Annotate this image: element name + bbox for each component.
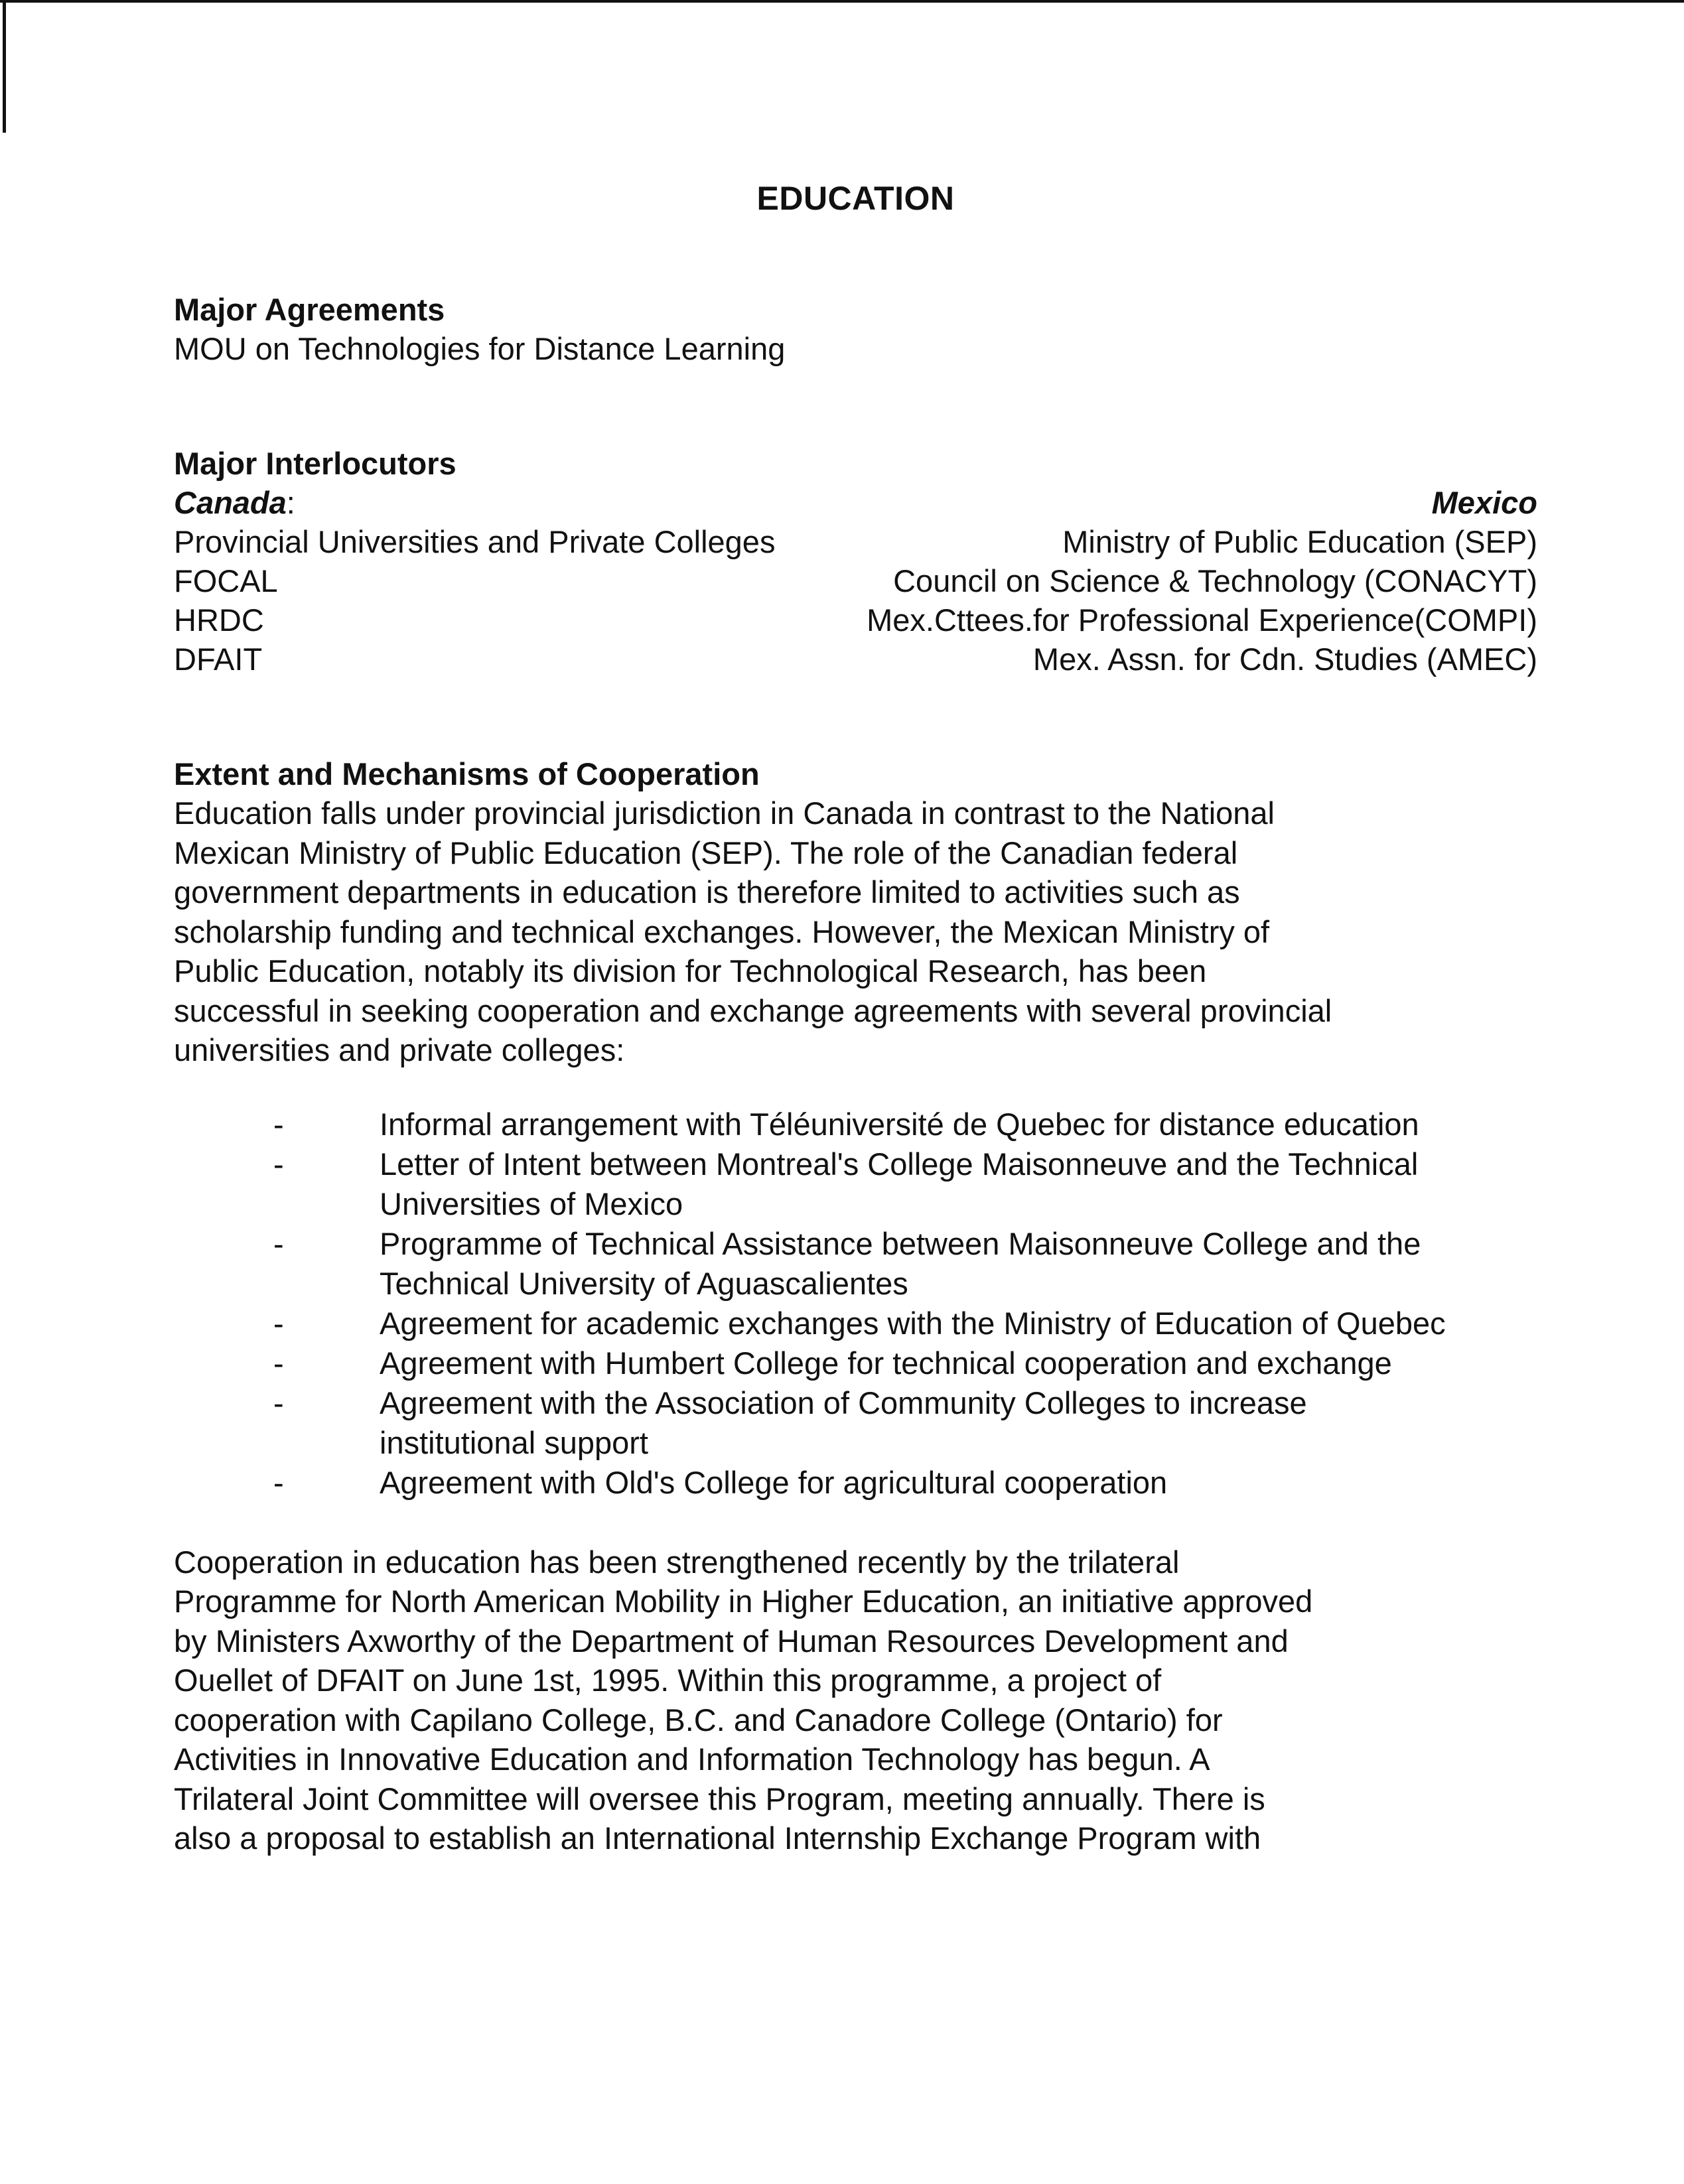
paragraph-line: universities and private colleges:: [174, 1032, 625, 1067]
cooperation-heading: Extent and Mechanisms of Cooperation: [174, 756, 760, 791]
list-item: [174, 1105, 1537, 1144]
agreement-item: MOU on Technologies for Distance Learning: [174, 331, 786, 366]
paragraph-line: Education falls under provincial jurisdiction in Canada in contrast to the National: [174, 795, 1275, 831]
cooperation-closing-paragraph: [174, 1542, 1537, 1858]
paragraph-line: by Ministers Axworthy of the Department of Human Resources Development and: [174, 1623, 1289, 1659]
canada-interlocutor: Provincial Universities and Private Colleges: [174, 524, 776, 559]
mexico-interlocutor: Council on Science & Technology (CONACYT): [893, 563, 1537, 598]
canada-interlocutor: DFAIT: [174, 642, 263, 677]
mexico-interlocutor: Mex.Cttees.for Professional Experience(COMPI): [867, 602, 1537, 638]
paragraph-line: Activities in Innovative Education and Information Technology has begun. A: [174, 1741, 1210, 1777]
canada-label-colon: :: [286, 485, 295, 520]
document-page: [174, 179, 1537, 1858]
canada-label: Canada: [174, 485, 287, 520]
interlocutors-header-row: [174, 483, 1537, 522]
interlocutor-row: [174, 640, 1537, 679]
bullet-dash: -: [273, 1146, 284, 1182]
paragraph-line: Trilateral Joint Committee will oversee this Program, meeting annually. There is: [174, 1781, 1265, 1816]
interlocutor-row: [174, 600, 1537, 640]
list-item: [174, 1343, 1537, 1383]
canada-column-heading: [174, 483, 295, 522]
canada-interlocutor: HRDC: [174, 602, 264, 638]
paragraph-line: cooperation with Capilano College, B.C. and Canadore College (Ontario) for: [174, 1702, 1223, 1738]
interlocutor-row: [174, 561, 1537, 600]
list-item: [174, 1144, 1537, 1224]
bullet-text: Agreement with Old's College for agricultural cooperation: [380, 1464, 1168, 1500]
bullet-text: Agreement with the Association of Community Colleges to increase institutional support: [380, 1385, 1307, 1460]
list-item: [174, 1224, 1537, 1304]
bullet-dash: -: [273, 1106, 284, 1142]
scan-edge-left: [3, 0, 6, 133]
page-title: EDUCATION: [756, 180, 955, 217]
major-agreements-section: [174, 291, 1537, 368]
paragraph-line: Programme for North American Mobility in Higher Education, an initiative approved: [174, 1584, 1313, 1619]
mexico-column-heading: Mexico: [1431, 485, 1537, 520]
paragraph-line: Cooperation in education has been strengthened recently by the trilateral: [174, 1544, 1180, 1580]
bullet-dash: -: [273, 1345, 284, 1381]
bullet-text: Agreement for academic exchanges with the Ministry of Education of Quebec: [380, 1305, 1446, 1341]
agreements-bullet-list: [174, 1105, 1537, 1503]
major-interlocutors-section: [174, 444, 1537, 679]
scan-edge-top: [0, 0, 1684, 3]
major-interlocutors-heading: Major Interlocutors: [174, 446, 456, 481]
paragraph-line: scholarship funding and technical exchanges. However, the Mexican Ministry of: [174, 914, 1270, 949]
canada-interlocutor: FOCAL: [174, 563, 278, 598]
paragraph-line: Mexican Ministry of Public Education (SEP). The role of the Canadian federal: [174, 835, 1238, 870]
paragraph-line: government departments in education is therefore limited to activities such as: [174, 874, 1240, 910]
cooperation-intro-paragraph: [174, 793, 1537, 1070]
bullet-text: Informal arrangement with Téléuniversité de Quebec for distance education: [380, 1106, 1419, 1142]
cooperation-section: [174, 755, 1537, 1858]
bullet-text: Programme of Technical Assistance between Maisonneuve College and the Technical University of Aguascalientes: [380, 1225, 1421, 1301]
bullet-dash: -: [273, 1225, 284, 1261]
major-agreements-heading: Major Agreements: [174, 292, 445, 327]
mexico-interlocutor: Ministry of Public Education (SEP): [1062, 524, 1537, 559]
bullet-dash: -: [273, 1464, 284, 1500]
list-item: [174, 1304, 1537, 1343]
bullet-text: Agreement with Humbert College for technical cooperation and exchange: [380, 1345, 1392, 1381]
paragraph-line: Public Education, notably its division for Technological Research, has been: [174, 953, 1207, 989]
paragraph-line: also a proposal to establish an International Internship Exchange Program with: [174, 1820, 1261, 1856]
list-item: [174, 1383, 1537, 1463]
bullet-dash: -: [273, 1385, 284, 1420]
mexico-interlocutor: Mex. Assn. for Cdn. Studies (AMEC): [1032, 642, 1537, 677]
list-item: [174, 1463, 1537, 1503]
paragraph-line: Ouellet of DFAIT on June 1st, 1995. Within this programme, a project of: [174, 1663, 1162, 1698]
interlocutor-row: [174, 522, 1537, 561]
bullet-text: Letter of Intent between Montreal's College Maisonneuve and the Technical Universities of Mexico: [380, 1146, 1419, 1221]
paragraph-line: successful in seeking cooperation and exchange agreements with several provincial: [174, 992, 1332, 1028]
bullet-dash: -: [273, 1305, 284, 1341]
